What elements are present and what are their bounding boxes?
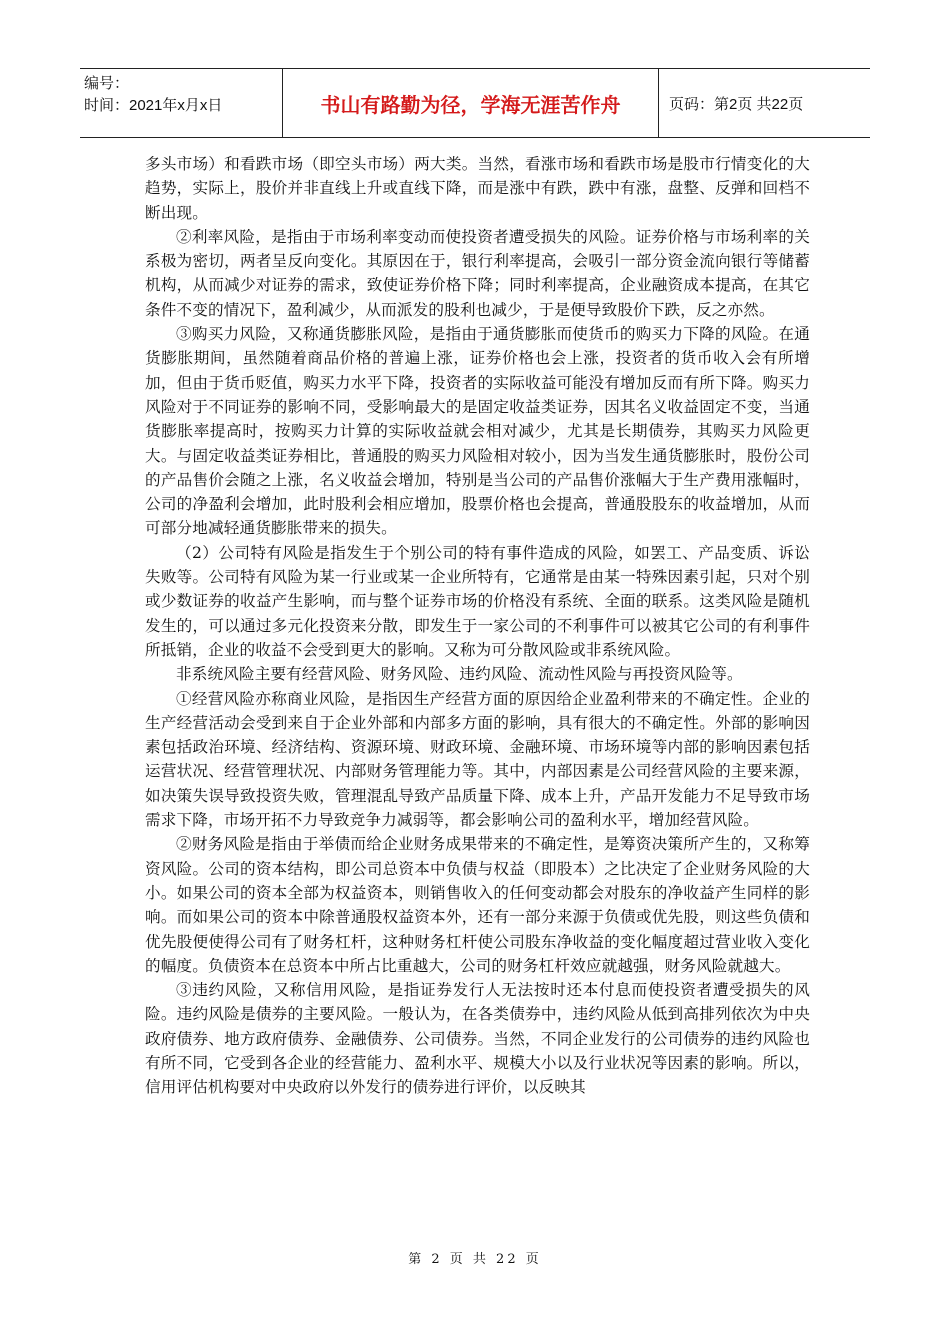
header-motto: 书山有路勤为径，学海无涯苦作舟	[283, 69, 659, 137]
paragraph: ②财务风险是指由于举债而给企业财务成果带来的不确定性，是筹资决策所产生的，又称筹资风险。公司的资本结构，即公司总资本中负债与权益（即股本）之比决定了企业财务风险的大小。如果公司的资本全部为权益资本，则销售收入的任何变动都会对股东的净收益产生同样的影响。而如果公司的资本中除普通股权益资本外，还有一部分来源于负债或优先股，则这些负债和优先股便使得公司有了财务杠杆，这种财务杠杆使公司股东净收益的变化幅度超过营业收入变化的幅度。负债资本在总资本中所占比重越大，公司的财务杠杆效应就越强，财务风险就越大。	[145, 835, 810, 975]
page-header	[80, 68, 870, 138]
paragraph: （2）公司特有风险是指发生于个别公司的特有事件造成的风险，如罢工、产品变质、诉讼失败等。公司特有风险为某一行业或某一企业所特有，它通常是由某一特殊因素引起，只对个别或少数证券的收益产生影响，而与整个证券市场的价格没有系统、全面的联系。这类风险是随机发生的，可以通过多元化投资来分散，即发生于一家公司的不利事件可以被其它公司的有利事件所抵销，企业的收益不会受到更大的影响。又称为可分散风险或非系统风险。	[145, 543, 810, 659]
paragraph: ①经营风险亦称商业风险，是指因生产经营方面的原因给企业盈利带来的不确定性。企业的生产经营活动会受到来自于企业外部和内部多方面的影响，具有很大的不确定性。外部的影响因素包括政治环境、经济结构、资源环境、财政环境、金融环境、市场环境等内部的影响因素包括运营状况、经营管理状况、内部财务管理能力等。其中，内部因素是公司经营风险的主要来源，如决策失误导致投资失败，管理混乱导致产品质量下降、成本上升，产品开发能力不足导致市场需求下降，市场开拓不力导致竞争力减弱等，都会影响公司的盈利水平，增加经营风险。	[145, 689, 810, 830]
paragraph: 多头市场）和看跌市场（即空头市场）两大类。当然，看涨市场和看跌市场是股市行情变化的大趋势，实际上，股价并非直线上升或直线下降，而是涨中有跌，跌中有涨，盘整、反弹和回档不断出现。	[145, 155, 810, 222]
document-number-label: 编号：	[84, 75, 130, 92]
document-date: 时间：2021年x月x日	[84, 97, 223, 114]
paragraph: ②利率风险，是指由于市场利率变动而使投资者遭受损失的风险。证券价格与市场利率的关系极为密切，两者呈反向变化。其原因在于，银行利率提高，会吸引一部分资金流向银行等储蓄机构，从而减少对证券的需求，致使证券价格下降；同时利率提高，企业融资成本提高，在其它条件不变的情况下，盈利减少，从而派发的股利也减少，于是便导致股价下跌，反之亦然。	[145, 227, 810, 319]
document-body	[145, 152, 810, 1100]
paragraph: ③购买力风险，又称通货膨胀风险，是指由于通货膨胀而使货币的购买力下降的风险。在通货膨胀期间，虽然随着商品价格的普遍上涨，证券价格也会上涨，投资者的货币收入会有所增加，但由于货币贬值，购买力水平下降，投资者的实际收益可能没有增加反而有所下降。购买力风险对于不同证券的影响不同，受影响最大的是固定收益类证券，因其名义收益固定不变，当通货膨胀率提高时，按购买力计算的实际收益就会相对减少，尤其是长期债券，其购买力风险更大。与固定收益类证券相比，普通股的购买力风险相对较小，因为当发生通货膨胀时，股份公司的产品售价会随之上涨，名义收益会增加，特别是当公司的产品售价涨幅大于生产费用涨幅时，公司的净盈利会增加，此时股利会相应增加，股票价格也会提高，普通股股东的收益增加，从而可部分地减轻通货膨胀带来的损失。	[145, 325, 810, 538]
paragraph: ③违约风险，又称信用风险，是指证券发行人无法按时还本付息而使投资者遭受损失的风险。违约风险是债券的主要风险。一般认为，在各类债券中，违约风险从低到高排列依次为中央政府债券、地方政府债券、金融债券、公司债券。当然，不同企业发行的公司债券的违约风险也有所不同，它受到各企业的经营能力、盈利水平、规模大小以及行业状况等因素的影响。所以，信用评估机构要对中央政府以外发行的债券进行评价，以反映其	[145, 981, 810, 1097]
header-page-info: 页码：第2页 共22页	[669, 95, 804, 113]
page-footer: 第 2 页 共 22 页	[408, 1252, 542, 1267]
header-meta	[80, 69, 283, 137]
paragraph: 非系统风险主要有经营风险、财务风险、违约风险、流动性风险与再投资风险等。	[176, 665, 743, 684]
